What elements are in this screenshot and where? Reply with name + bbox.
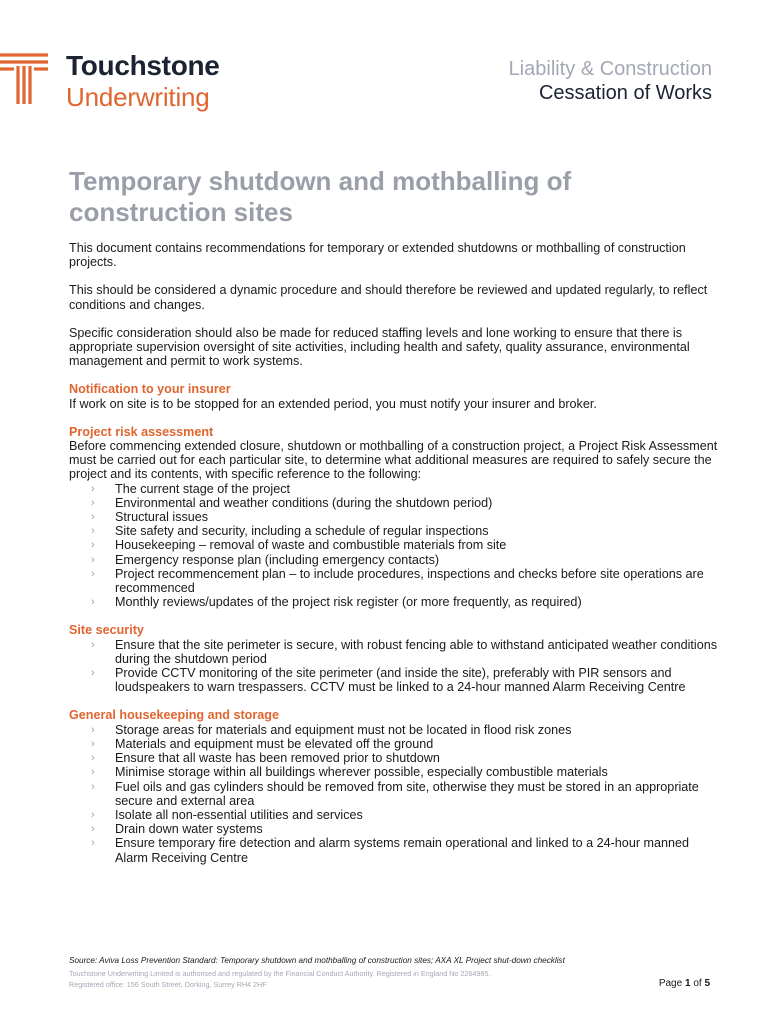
footer-legal-line: Touchstone Underwriting Limited is authorised and regulated by the Financial Conduct Authority. Registered in England No 2264985.	[69, 969, 491, 978]
footer-legal	[69, 968, 490, 990]
intro-paragraph: This should be considered a dynamic procedure and should therefore be reviewed and updated regularly, to reflect conditions and changes.	[69, 283, 708, 312]
list-item: › Provide CCTV monitoring of the site perimeter (and inside the site), preferably with PIR sensors and loudspeakers to warn trespassers. CCTV must be linked to a 24-hour manned Alarm Receiving Centre	[69, 666, 719, 694]
document-body	[69, 241, 719, 879]
list-item: › Project recommencement plan – to include procedures, inspections and checks before site operations are recommenced	[69, 567, 719, 595]
list-item: › Fuel oils and gas cylinders should be removed from site, otherwise they must be stored in an appropriate secure and external area	[69, 780, 719, 808]
section-heading: Project risk assessment	[69, 424, 214, 439]
document-subcategory: Cessation of Works	[538, 82, 712, 104]
list-item: › The current stage of the project	[69, 482, 719, 496]
section-heading: General housekeeping and storage	[69, 708, 279, 723]
list-item: › Minimise storage within all buildings wherever possible, especially combustible materials	[69, 765, 719, 779]
page-label: Page	[658, 978, 683, 989]
brand-subname: Underwriting	[66, 82, 210, 112]
section-text: Before commencing extended closure, shutdown or mothballing of a construction project, a Project Risk Assessment must be carried out for each particular site, to determine what additional measures are required to safely secure the project and its contents, with specific reference to the following:	[69, 439, 718, 482]
intro-paragraph: Specific consideration should also be made for reduced staffing levels and lone working to ensure that there is appropriate supervision oversight of site activities, including health and safety, quality assurance, environmental management and permit to work systems.	[69, 325, 690, 369]
footer-legal-line: Registered office: 156 South Street, Dorking, Surrey RH4 2HF	[69, 980, 267, 989]
list-item: › Housekeeping – removal of waste and combustible materials from site	[69, 538, 719, 552]
list-item: › Environmental and weather conditions (during the shutdown period)	[69, 496, 719, 510]
intro-paragraph: This document contains recommendations for temporary or extended shutdowns or mothballing of construction projects.	[69, 241, 686, 270]
bullet-list	[69, 723, 719, 865]
list-item: › Site safety and security, including a schedule of regular inspections	[69, 524, 719, 538]
list-item: › Emergency response plan (including emergency contacts)	[69, 553, 719, 567]
document-category: Liability & Construction	[508, 58, 712, 80]
section-housekeeping	[69, 708, 719, 864]
section-risk-assessment	[69, 425, 719, 610]
touchstone-logo-icon	[0, 52, 48, 108]
page-number	[659, 978, 710, 989]
section-site-security	[69, 623, 719, 694]
brand-name: Touchstone	[66, 50, 220, 81]
page-total: 5	[704, 978, 710, 989]
section-heading: Site security	[69, 623, 144, 638]
page-current: 1	[684, 978, 691, 989]
list-item: › Ensure that the site perimeter is secure, with robust fencing able to withstand anticipated weather conditions during the shutdown period	[69, 638, 719, 666]
page-of: of	[693, 978, 702, 989]
section-text: If work on site is to be stopped for an extended period, you must notify your insurer and broker.	[69, 396, 597, 411]
list-item: › Monthly reviews/updates of the project risk register (or more frequently, as required)	[69, 595, 719, 609]
list-item: › Ensure temporary fire detection and alarm systems remain operational and linked to a 24-hour manned Alarm Receiving Centre	[69, 836, 719, 864]
list-item: › Drain down water systems	[69, 822, 719, 836]
list-item: › Structural issues	[69, 510, 719, 524]
list-item: › Materials and equipment must be elevated off the ground	[69, 737, 719, 751]
list-item: › Isolate all non-essential utilities and services	[69, 808, 719, 822]
page-title: Temporary shutdown and mothballing of construction sites	[69, 166, 572, 227]
section-heading: Notification to your insurer	[69, 382, 231, 397]
bullet-list	[69, 482, 719, 610]
footer-source: Source: Aviva Loss Prevention Standard: Temporary shutdown and mothballing of construction sites; AXA XL Project shut-down checklist	[69, 956, 565, 965]
list-item: › Storage areas for materials and equipment must not be located in flood risk zones	[69, 723, 719, 737]
section-notification	[69, 382, 719, 410]
list-item: › Ensure that all waste has been removed prior to shutdown	[69, 751, 719, 765]
bullet-list	[69, 638, 719, 695]
